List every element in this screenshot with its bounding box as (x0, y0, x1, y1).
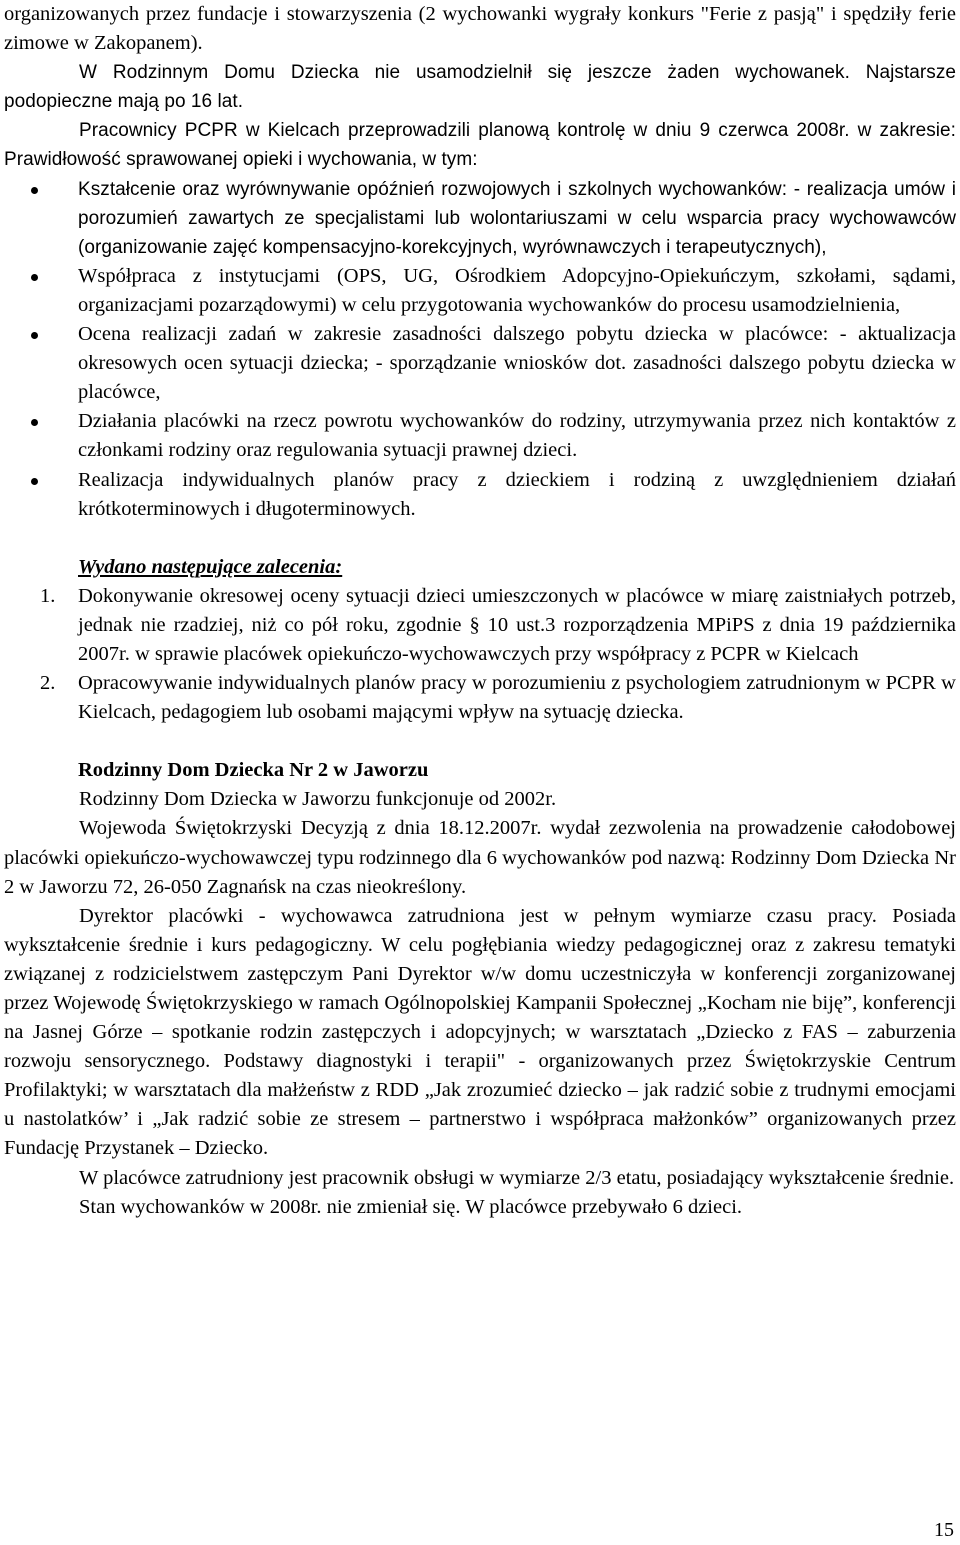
list-item-text: Działania placówki na rzecz powrotu wychowanków do rodziny, utrzymywania przez nich kontaktów z członkami rodziny oraz regulowania sytuacji prawnej dzieci. (78, 410, 956, 462)
list-item-text: Realizacja indywidualnych planów pracy z dzieckiem i rodziną z uwzględnieniem działań krótkoterminowych i długoterminowych. (78, 468, 956, 520)
bullet-icon (31, 419, 38, 426)
section-heading: Rodzinny Dom Dziecka Nr 2 w Jaworzu (78, 759, 429, 782)
list-item-number: 1. (40, 584, 56, 607)
paragraph-no-independence: W Rodzinnym Domu Dziecka nie usamodzielnił się jeszcze żaden wychowanek. Najstarsze podopieczne mają po 16 lat. (4, 62, 956, 113)
list-item-number: 2. (40, 672, 56, 695)
list-item (4, 582, 956, 669)
inspection-scope-list (4, 175, 956, 524)
list-item (4, 407, 956, 465)
bullet-icon (31, 187, 38, 194)
list-item (4, 320, 956, 407)
paragraph-permit: Wojewoda Świętokrzyski Decyzją z dnia 18.12.2007r. wydał zezwolenia na prowadzenie całodobowej placówki opiekuńczo-wychowawczej typu rodzinnego dla 6 wychowanków pod nazwą: Rodzinny Dom Dziecka Nr 2 w Jaworzu 72, 26-050 Zagnańsk na czas nieokreślony. (4, 817, 956, 898)
paragraph-founded: Rodzinny Dom Dziecka w Jaworzu funkcjonuje od 2002r. (79, 788, 557, 811)
paragraph-inspection: Pracownicy PCPR w Kielcach przeprowadzili planową kontrolę w dniu 9 czerwca 2008r. w zakresie: Prawidłowość sprawowanej opieki i wychowania, w tym: (4, 120, 956, 171)
recommendations-heading: Wydano następujące zalecenia: (78, 555, 343, 578)
list-item (4, 175, 956, 262)
paragraph-staff: W placówce zatrudniony jest pracownik obsługi w wymiarze 2/3 etatu, posiadający wykształcenie średnie. (79, 1166, 955, 1189)
page-number: 15 (934, 1519, 954, 1541)
list-item (4, 669, 956, 727)
recommendations-list (4, 582, 956, 727)
list-item-text: Dokonywanie okresowej oceny sytuacji dzieci umieszczonych w placówce w miarę zaistniałych potrzeb, jednak nie rzadziej, niż co pół roku, zgodnie § 10 ust.3 rozporządzenia MPiPS z dnia 19 października 2007r. w sprawie placówek opiekuńczo-wychowawczych przy współpracy z PCPR w Kielcach (78, 584, 956, 665)
paragraph-director: Dyrektor placówki - wychowawca zatrudniona jest w pełnym wymiarze czasu pracy. Posiada wykształcenie średnie i kurs pedagogiczny. W celu pogłębiania wiedzy pedagogicznej oraz z zakresu tematyki związanej z rodzicielstwem zastępczym Pani Dyrektor w/w domu uczestniczyła w konferencji zorganizowanej przez Wojewodę Świętokrzyskiego w ramach Ogólnopolskiej Kampanii Społecznej „Kocham nie biję”, konferencji na Jasnej Górze – spotkanie rodzin zastępczych i adopcyjnych; w warsztatach „Dziecko z FAS – zaburzenia rozwoju sensorycznego. Podstawy diagnostyki i terapii" - organizowanych przez Świętokrzyskie Centrum Profilaktyki; w warsztatach dla małżeństw z RDD „Jak zrozumieć dziecko – jak radzić sobie z trudnymi emocjami u nastolatków’ i „Jak radzić sobie ze stresem – partnerstwo i współpraca małżonków” organizowanych przez Fundację Przystanek – Dziecko. (4, 904, 956, 1160)
list-item-text: Kształcenie oraz wyrównywanie opóźnień rozwojowych i szkolnych wychowanków: - realizacja umów i porozumień zawartych ze specjalistami lub wolontariuszami w celu wsparcia pracy wychowawców (organizowanie zajęć kompensacyjno-korekcyjnych, wyrównawczych i terapeutycznych), (78, 178, 956, 258)
bullet-icon (31, 332, 38, 339)
list-item-text: Opracowywanie indywidualnych planów pracy w porozumieniu z psychologiem zatrudnionym w PCPR w Kielcach, pedagogiem lub osobami mającymi wpływ na sytuację dziecka. (78, 672, 956, 724)
list-item-text: Ocena realizacji zadań w zakresie zasadności dalszego pobytu dziecka w placówce: - aktualizacja okresowych ocen sytuacji dziecka; - sporządzanie wniosków dot. zasadności dalszego pobytu dziecka w placówce, (78, 323, 956, 404)
list-item (4, 262, 956, 320)
bullet-icon (31, 478, 38, 485)
list-item-text: Współpraca z instytucjami (OPS, UG, Ośrodkiem Adopcyjno-Opiekuńczym, szkołami, sądami, organizacjami pozarządowymi) w celu przygotowania wychowanków do procesu usamodzielnienia, (78, 264, 956, 316)
paragraph-intro-continuation: organizowanych przez fundacje i stowarzyszenia (2 wychowanki wygrały konkurs "Ferie z pasją" i spędziły ferie zimowe w Zakopanem). (4, 3, 956, 55)
list-item (4, 466, 956, 524)
paragraph-children-count: Stan wychowanków w 2008r. nie zmieniał się. W placówce przebywało 6 dzieci. (79, 1195, 743, 1218)
bullet-icon (31, 274, 38, 281)
document-page (4, 0, 956, 1222)
